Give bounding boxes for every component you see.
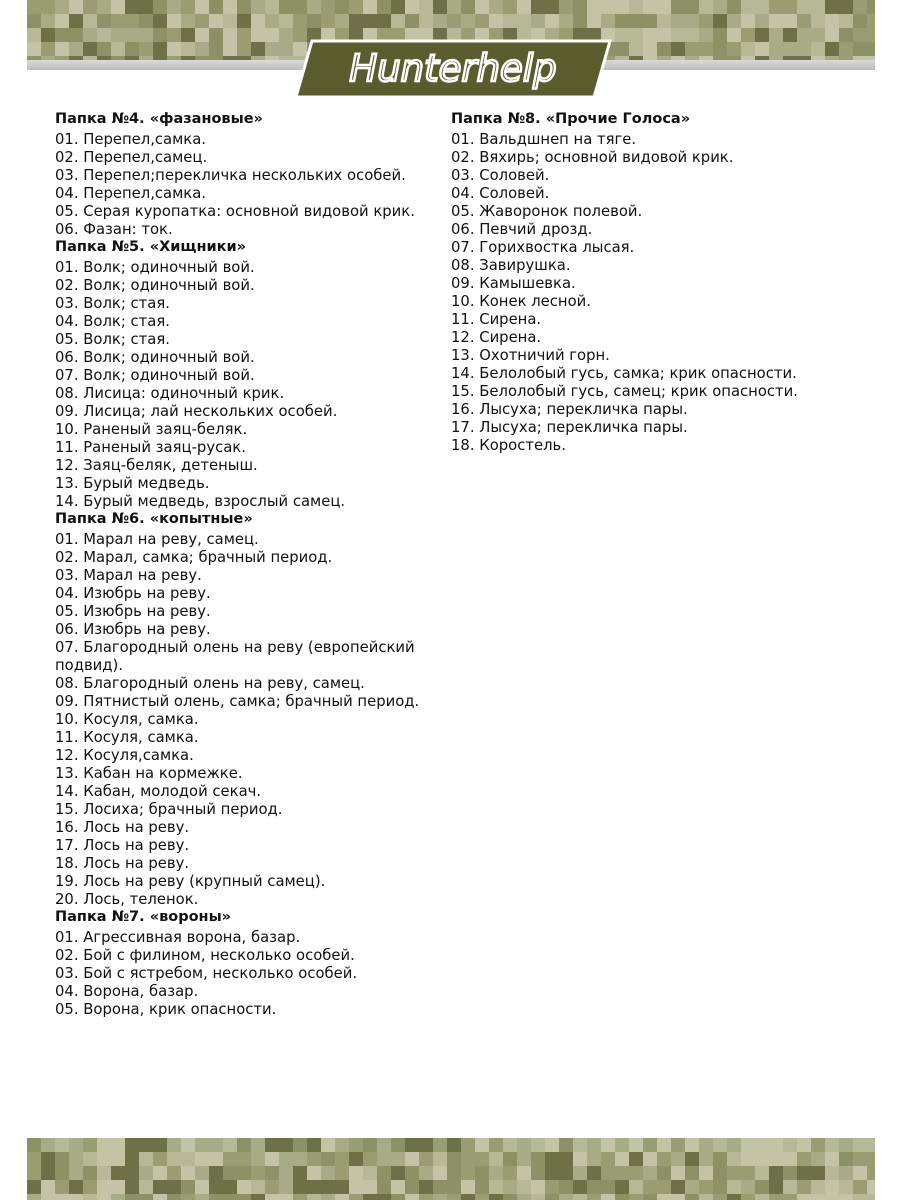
track-list-item: 04. Волк; стая. (55, 313, 170, 330)
track-list-item: 04. Соловей. (451, 185, 550, 202)
track-list-item: 04. Перепел,самка. (55, 185, 206, 202)
track-list-item: 05. Ворона, крик опасности. (55, 1001, 277, 1018)
track-list-item: 01. Волк; одиночный вой. (55, 259, 255, 276)
track-list-item: 07. Благородный олень на реву (европейский подвид). (55, 639, 415, 674)
track-list-item: 15. Белолобый гусь, самец; крик опасности. (451, 383, 798, 400)
track-list-item: 01. Марал на реву, самец. (55, 531, 259, 548)
track-list-item: 09. Лисица; лай нескольких особей. (55, 403, 338, 420)
track-list-item: 18. Коростель. (451, 437, 566, 454)
track-list-item: 10. Косуля, самка. (55, 711, 199, 728)
track-list-item: 05. Серая куропатка: основной видовой крик. (55, 203, 415, 220)
track-list-item: 02. Бой с филином, несколько особей. (55, 947, 355, 964)
track-list-item: 03. Перепел;перекличка нескольких особей. (55, 167, 406, 184)
track-list-item: 19. Лось на реву (крупный самец). (55, 873, 326, 890)
track-list-item: 07. Горихвостка лысая. (451, 239, 635, 256)
track-list-item: 18. Лось на реву. (55, 855, 190, 872)
track-list-item: 05. Волк; стая. (55, 331, 170, 348)
track-list-item: 14. Бурый медведь, взрослый самец. (55, 493, 346, 510)
track-list-item: 14. Кабан, молодой секач. (55, 783, 262, 800)
track-list-item: 16. Лось на реву. (55, 819, 190, 836)
track-list-item: 03. Бой с ястребом, несколько особей. (55, 965, 358, 982)
track-list-item: 08. Лисица: одиночный крик. (55, 385, 285, 402)
track-list-item: 12. Сирена. (451, 329, 542, 346)
folder-heading: Папка №7. «вороны» (55, 909, 232, 925)
track-list-item: 06. Фазан: ток. (55, 221, 173, 238)
track-list-item: 05. Изюбрь на реву. (55, 603, 211, 620)
track-list-item: 11. Раненый заяц-русак. (55, 439, 246, 456)
track-list-item: 03. Соловей. (451, 167, 550, 184)
track-list-item: 17. Лось на реву. (55, 837, 190, 854)
track-list-item: 04. Ворона, базар. (55, 983, 199, 1000)
track-list-item: 12. Заяц-беляк, детеныш. (55, 457, 258, 474)
logo-wordmark: Hunterhelp (349, 47, 557, 90)
folder-heading: Папка №5. «Хищники» (55, 239, 246, 255)
track-list-item: 13. Охотничий горн. (451, 347, 610, 364)
track-list-item: 20. Лось, теленок. (55, 891, 199, 908)
track-list-item: 01. Агрессивная ворона, базар. (55, 929, 301, 946)
track-list-item: 05. Жаворонок полевой. (451, 203, 643, 220)
track-list-item: 11. Косуля, самка. (55, 729, 199, 746)
track-list-item: 03. Марал на реву. (55, 567, 202, 584)
track-list-item: 01. Перепел,самка. (55, 131, 206, 148)
camo-pattern (27, 1138, 875, 1200)
right-column (451, 111, 851, 455)
track-list-item: 13. Кабан на кормежке. (55, 765, 243, 782)
folder-heading: Папка №8. «Прочие Голоса» (451, 111, 691, 127)
track-list-item: 02. Марал, самка; брачный период. (55, 549, 333, 566)
track-list-item: 06. Волк; одиночный вой. (55, 349, 255, 366)
left-column (55, 111, 445, 1019)
track-list-item: 02. Волк; одиночный вой. (55, 277, 255, 294)
track-list-item: 09. Камышевка. (451, 275, 576, 292)
track-list-item: 08. Благородный олень на реву, самец. (55, 675, 365, 692)
track-list-item: 07. Волк; одиночный вой. (55, 367, 255, 384)
track-list-item: 11. Сирена. (451, 311, 542, 328)
hunterhelp-logo (292, 39, 614, 99)
track-list-item: 02. Вяхирь; основной видовой крик. (451, 149, 734, 166)
track-list-item: 02. Перепел,самец. (55, 149, 208, 166)
track-list-item: 17. Лысуха; перекличка пары. (451, 419, 688, 436)
track-list-item: 13. Бурый медведь. (55, 475, 210, 492)
track-list-item: 10. Конек лесной. (451, 293, 591, 310)
track-list-item: 06. Изюбрь на реву. (55, 621, 211, 638)
track-list-item: 14. Белолобый гусь, самка; крик опасности. (451, 365, 797, 382)
track-list-item: 16. Лысуха; перекличка пары. (451, 401, 688, 418)
track-list-item: 09. Пятнистый олень, самка; брачный период. (55, 693, 420, 710)
folder-heading: Папка №6. «копытные» (55, 511, 253, 527)
folder-heading: Папка №4. «фазановые» (55, 111, 263, 127)
track-list-item: 12. Косуля,самка. (55, 747, 194, 764)
track-list-item: 06. Певчий дрозд. (451, 221, 593, 238)
track-list-item: 10. Раненый заяц-беляк. (55, 421, 248, 438)
track-list-item: 04. Изюбрь на реву. (55, 585, 211, 602)
track-list-item: 08. Завирушка. (451, 257, 571, 274)
camo-footer-band (27, 1138, 875, 1200)
track-list-item: 15. Лосиха; брачный период. (55, 801, 283, 818)
track-list-item: 01. Вальдшнеп на тяге. (451, 131, 637, 148)
track-list-item: 03. Волк; стая. (55, 295, 170, 312)
